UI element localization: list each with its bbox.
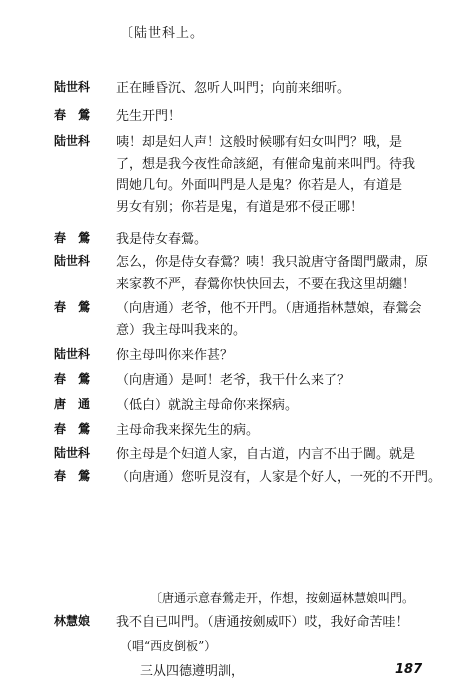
- dialogue-line: （向唐通）是呵！老爷，我干什么来了？: [116, 373, 351, 388]
- dialogue-line: 怎么，你是侍女春鶯？咦！我只說唐守备閨門嚴肃，原: [116, 255, 429, 270]
- dialogue-line: 你主母是个妇道人家，自古道，内言不出于閫。就是: [116, 447, 416, 462]
- dialogue-text: [116, 345, 450, 367]
- dialogue-text: [116, 420, 450, 442]
- dialogue-line: 我是侍女春鶯。: [116, 232, 208, 247]
- stage-direction-mid: 〔唐通示意春鶯走开，作想，按劍逼林慧娘叫門。: [150, 591, 415, 605]
- dialogue-text: [116, 78, 450, 100]
- dialogue-text: [116, 298, 450, 341]
- speaker-name: 春 鶯: [54, 422, 91, 436]
- speaker-name: 林慧娘: [54, 614, 91, 628]
- dialogue-line: 主母命我来探先生的病。: [116, 423, 260, 438]
- speaker-name: 陆世科: [54, 80, 91, 94]
- dialogue-text: [116, 252, 450, 295]
- dialogue-line: 咦！却是妇人声！这般时候哪有妇女叫門？哦，是: [116, 135, 403, 150]
- speaker-name: 春 鶯: [54, 372, 91, 386]
- dialogue-line: 先生开門！: [116, 109, 182, 124]
- dialogue-line: （向唐通）老爷，他不开門。（唐通指林慧娘，春鶯会: [116, 301, 422, 316]
- speaker-name: 陆世科: [54, 446, 91, 460]
- speaker-name: 春 鶯: [54, 469, 91, 483]
- dialogue-line: 我不自已叫門。（唐通按劍威吓）哎，我好命苦哇！: [116, 615, 409, 630]
- speaker-name: 春 鶯: [54, 108, 91, 122]
- dialogue-line: 你主母叫你来作甚？: [116, 348, 234, 363]
- speaker-name: 陆世科: [54, 347, 91, 361]
- dialogue-text: [116, 229, 450, 251]
- speaker-name: 春 鶯: [54, 300, 91, 314]
- singing-direction: （唱“西皮倒板”）: [120, 639, 217, 653]
- page-number: 187: [395, 662, 423, 677]
- dialogue-text: [116, 444, 450, 466]
- dialogue-line: 意）我主母叫我来的。: [116, 322, 247, 338]
- stage-direction-entrance: 〔陆世科上。: [120, 26, 205, 41]
- speaker-name: 陆世科: [54, 254, 91, 268]
- dialogue-line: 問她几句。外面叫門是人是鬼？你若是人，有道是: [116, 178, 403, 193]
- dialogue-line: 正在睡昏沉、忽听人叫門；向前来细听。: [116, 81, 351, 96]
- dialogue-line: 来家教不严，春鶯你快快回去，不要在我这里胡纏！: [116, 276, 416, 292]
- speaker-name: 唐 通: [54, 397, 91, 411]
- dialogue-text: [116, 370, 450, 392]
- dialogue-text: [116, 467, 450, 489]
- dialogue-line: 男女有别；你若是鬼，有道是邪不侵正哪！: [116, 199, 364, 215]
- dialogue-text: [116, 395, 450, 417]
- dialogue-line: （向唐通）您听見沒有，人家是个好人，一死的不开門。: [116, 470, 442, 485]
- dialogue-text: [116, 132, 450, 218]
- dialogue-text: [116, 106, 450, 128]
- speaker-name: 春 鶯: [54, 231, 91, 245]
- verse-line: 三从四德遵明訓，: [140, 664, 245, 679]
- speaker-name: 陆世科: [54, 134, 91, 148]
- dialogue-line: （低白）就說主母命你来探病。: [116, 398, 299, 413]
- dialogue-line: 了，想是我今夜性命該絕，有催命鬼前来叫門。待我: [116, 156, 416, 172]
- dialogue-text: [116, 612, 450, 634]
